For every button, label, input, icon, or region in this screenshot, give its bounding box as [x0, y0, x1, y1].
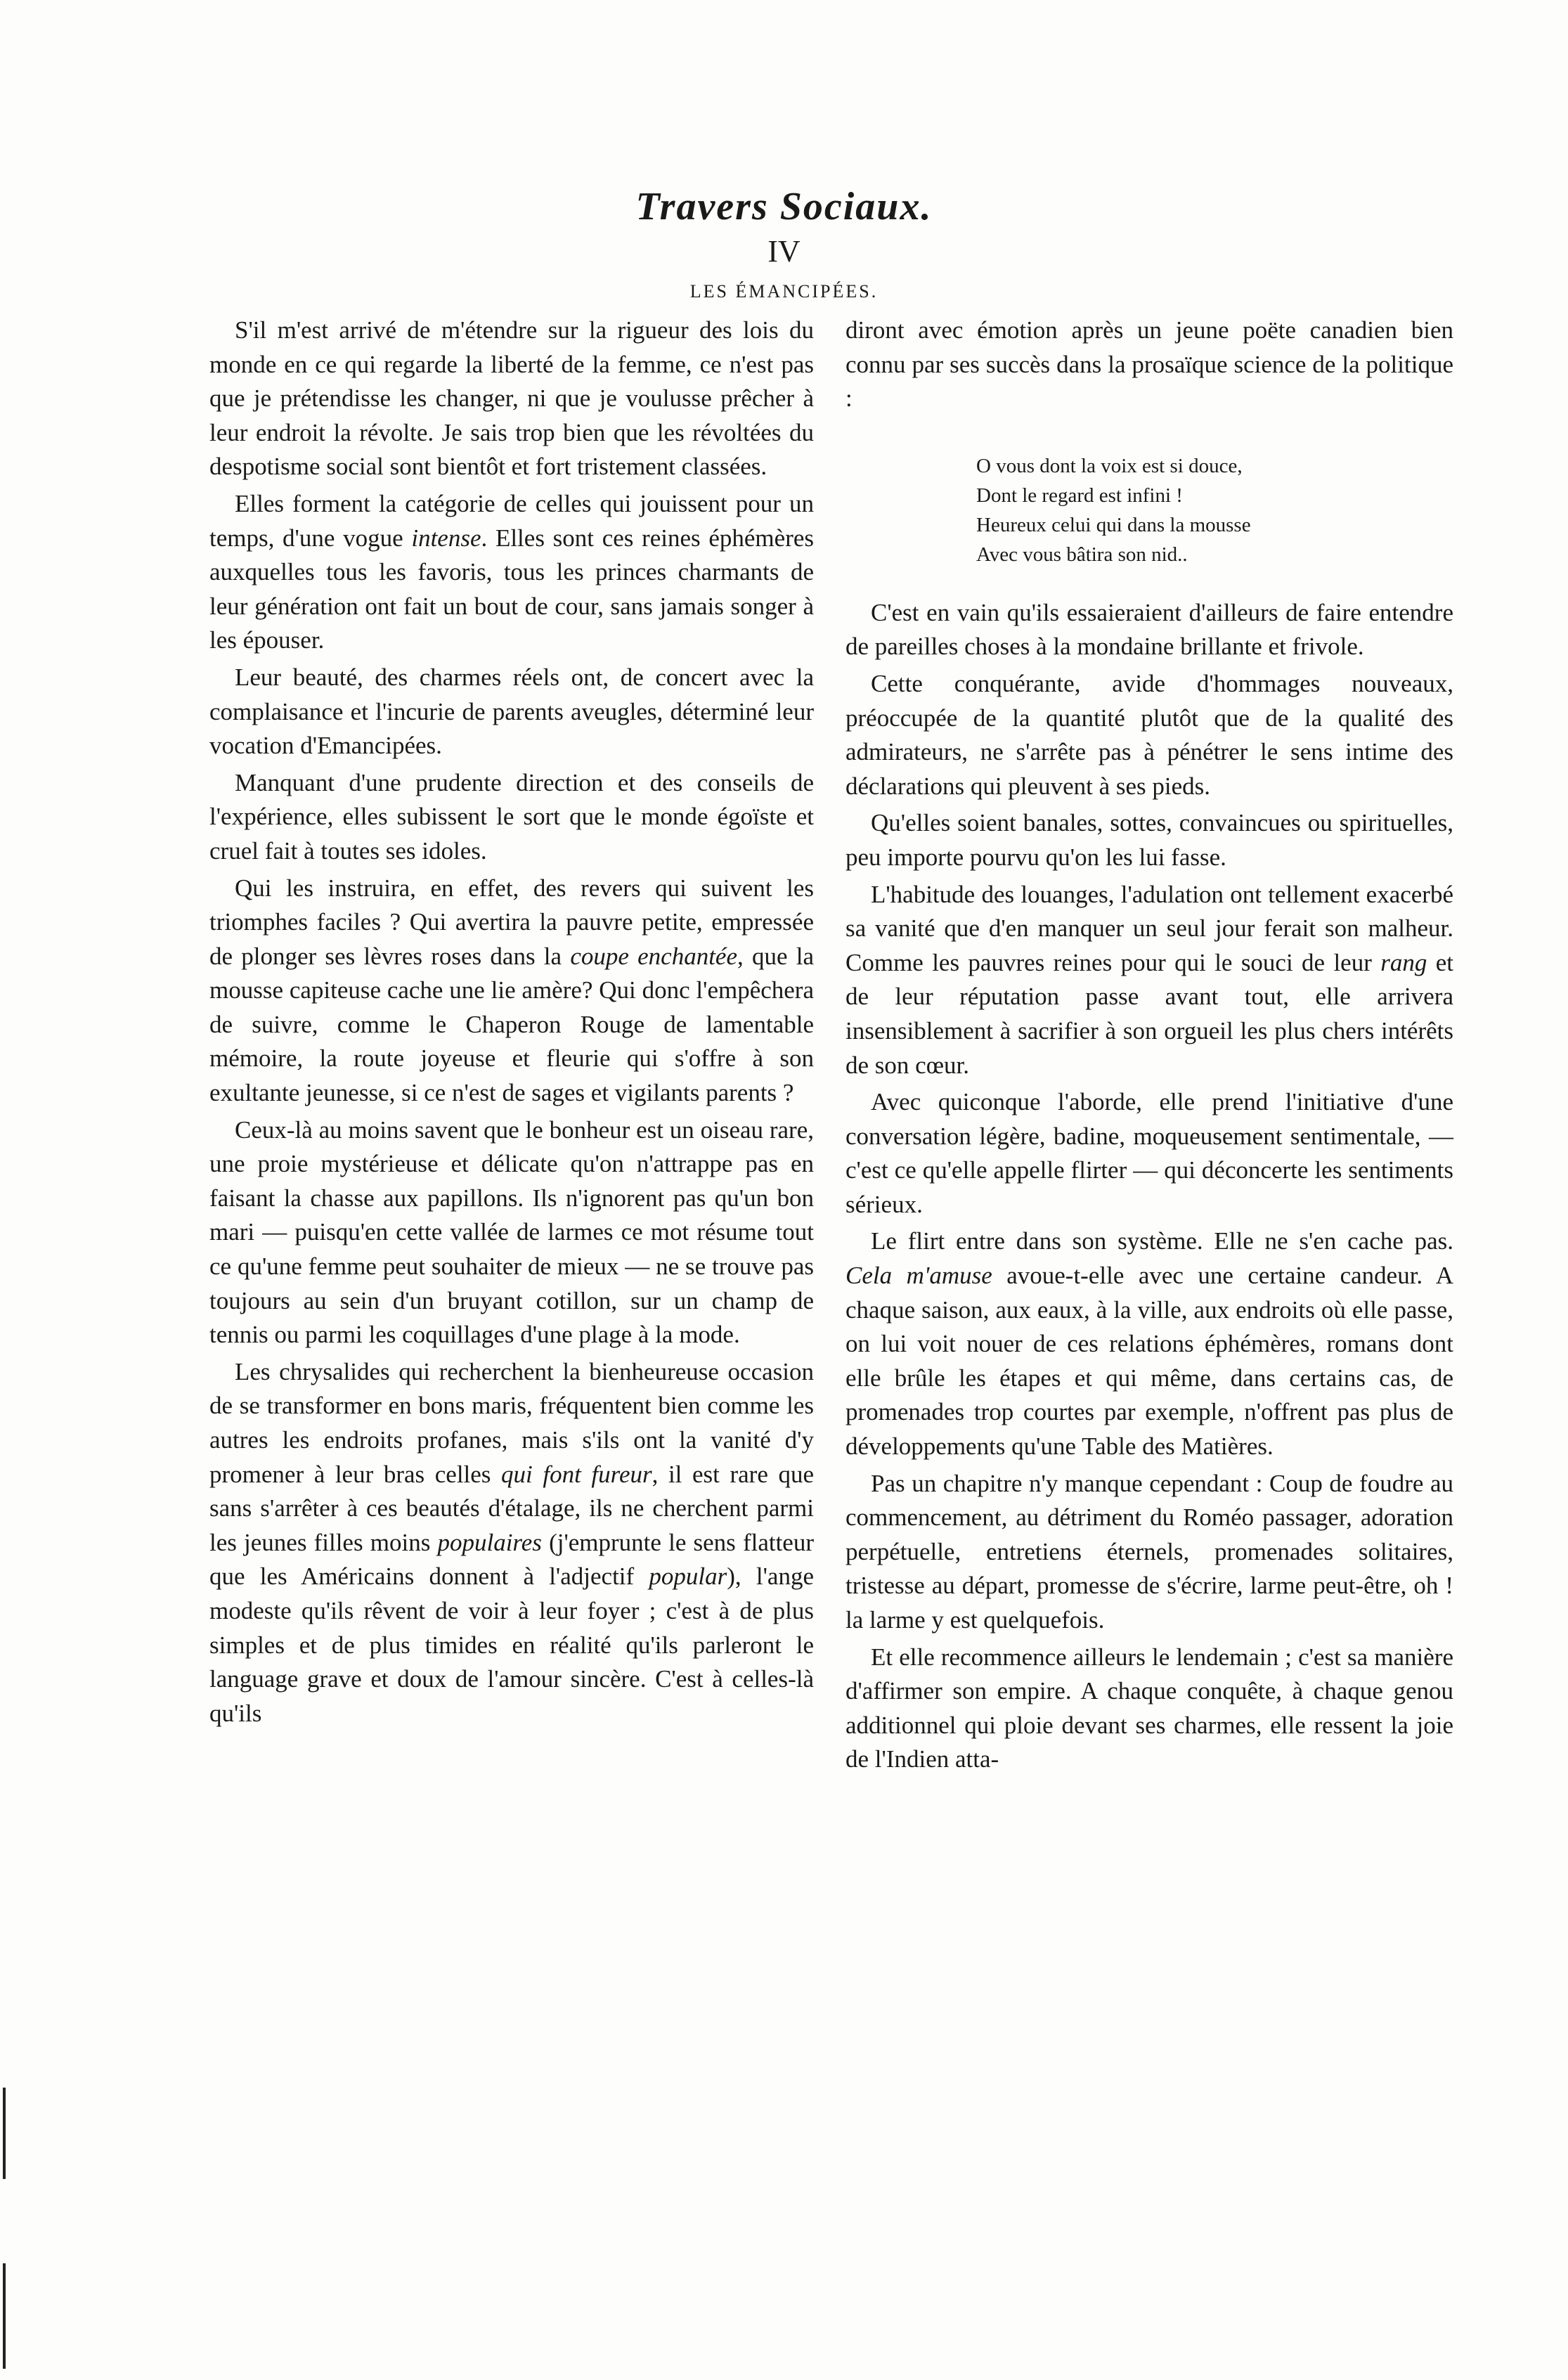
paragraph — [845, 1085, 1453, 1222]
text-run: Leur beauté, des charmes réels ont, de concert avec la complaisance et l'incurie de parents aveugles, déterminé leur vocation d'Emancipées. — [209, 663, 814, 760]
text-run: (j'emprunte le sens flatteur que les Américains donnent à l'adjectif — [209, 1528, 814, 1591]
text-run: Elles forment la catégorie de celles qui jouissent pour un temps, d'une vogue — [209, 489, 814, 552]
italic-text: intense — [411, 524, 481, 552]
margin-scan-mark — [3, 2088, 6, 2179]
paragraph — [209, 1355, 814, 1731]
text-run: ), l'ange modeste qu'ils rêvent de voir à leur foyer ; c'est à de plus simples et de plus timides en réalité qu'ils parleront le language grave et doux de l'amour sincère. C'est à celles-là qu'ils — [209, 1563, 814, 1727]
paragraph — [209, 766, 814, 869]
text-run: S'il m'est arrivé de m'étendre sur la rigueur des lois du monde en ce qui regarde la liberté de la femme, ce n'est pas que je prétendisse les changer, ni que je voulusse prêcher à leur endroit la révolte. Je sais trop bien que les révoltées du despotisme social sont bientôt et fort tristement classées. — [209, 316, 814, 481]
margin-scan-mark — [3, 2263, 6, 2369]
poem-line: O vous dont la voix est si douce, — [976, 454, 1243, 477]
italic-text: qui font fureur — [501, 1460, 652, 1488]
text-run: Manquant d'une prudente direction et des conseils de l'expérience, elles subissent le sort que le monde égoïste et cruel fait à toutes ses idoles. — [209, 768, 814, 865]
paragraph — [845, 806, 1453, 874]
italic-text: coupe enchantée — [570, 942, 737, 970]
paragraph — [845, 313, 1453, 416]
text-run: Avec quiconque l'aborde, elle prend l'initiative d'une conversation légère, badine, moqueusement sentimentale, — c'est ce qu'elle appelle flirter — qui déconcerte les sentiments sérieux. — [845, 1088, 1453, 1218]
text-run: Qu'elles soient banales, sottes, convaincues ou spirituelles, peu importe pourvu qu'on les lui fasse. — [845, 809, 1453, 871]
italic-text: populaires — [437, 1528, 542, 1556]
text-run: Ceux-là au moins savent que le bonheur est un oiseau rare, une proie mystérieuse et délicate qu'on n'attrappe pas en faisant la chasse aux papillons. Ils n'ignorent pas qu'un bon mari — puisqu'en cette vallée de larmes ce mot résume tout ce qu'une femme peut souhaiter de mieux — ne se trouve pas toujours au sein d'un bruyant cotillon, sur un champ de tennis ou parmi les coquillages d'une plage à la mode. — [209, 1115, 814, 1349]
text-run: C'est en vain qu'ils essaieraient d'ailleurs de faire entendre de pareilles choses à la mondaine brillante et frivole. — [845, 598, 1453, 661]
text-run: L'habitude des louanges, l'adulation ont tellement exacerbé sa vanité que d'en manquer un seul jour ferait son malheur. Comme les pauvres reines pour qui le souci de leur — [845, 880, 1453, 976]
paragraph — [845, 1641, 1453, 1777]
text-run: Qui les instruira, en effet, des revers qui suivent les triomphes faciles ? Qui avertira la pauvre petite, empressée de plonger ses lèvres roses dans la — [209, 874, 814, 970]
paragraph — [845, 667, 1453, 803]
paragraph — [845, 878, 1453, 1083]
paragraph — [845, 1224, 1453, 1463]
text-run: et de leur réputation passe avant tout, elle arrivera insensiblement à sacrifier à son orgueil les plus chers intérêts de son cœur. — [845, 948, 1453, 1079]
text-run: Les chrysalides qui recherchent la bienheureuse occasion de se transformer en bons maris, fréquentent bien comme les autres les endroits profanes, mais s'ils ont la vanité d'y promener à leur bras celles — [209, 1357, 814, 1488]
poem-line: Avec vous bâtira son nid.. — [976, 543, 1188, 566]
poem-quote — [976, 451, 1453, 569]
text-run: , que la mousse capiteuse cache une lie amère? Qui donc l'empêchera de suivre, comme le Chaperon Rouge de lamentable mémoire, la route joyeuse et fleurie qui s'offre à son exultante jeunesse, si ce n'est de sages et vigilants parents ? — [209, 942, 815, 1107]
paragraph — [209, 661, 814, 763]
left-column — [209, 313, 814, 1731]
italic-text: Cela m'amuse — [845, 1262, 992, 1290]
text-run: diront avec émotion après un jeune poëte canadien bien connu par ses succès dans la prosaïque science de la politique : — [845, 316, 1453, 413]
text-run: Le flirt entre dans son système. Elle ne s'en cache pas. — [871, 1227, 1453, 1255]
italic-text: rang — [1380, 948, 1427, 976]
text-run: avoue-t-elle avec une certaine candeur. A chaque saison, aux eaux, à la ville, aux endroits où elle passe, on lui voit nouer de ces relations éphémères, romans dont elle brûle les étapes et qui même, dans certains cas, de promenades trop courtes par exemple, n'offrent pas plus de développements qu'une Table des Matières. — [845, 1262, 1453, 1461]
poem-line: Heureux celui qui dans la mousse — [976, 513, 1251, 536]
paragraph — [209, 1113, 814, 1352]
paragraph — [845, 1467, 1453, 1638]
article-title: Travers Sociaux. — [635, 185, 933, 228]
paragraph — [209, 872, 814, 1111]
section-numeral: IV — [767, 234, 801, 269]
paragraph — [209, 313, 814, 484]
section-subtitle: LES ÉMANCIPÉES. — [689, 281, 879, 302]
paragraph — [209, 487, 814, 658]
text-run: Pas un chapitre n'y manque cependant : Coup de foudre au commencement, au détriment du Roméo passager, adoration perpétuelle, entretiens éternels, promenades solitaires, tristesse au départ, promesse de s'écrire, larme peut-être, oh ! la larme y est quelquefois. — [845, 1469, 1453, 1634]
text-run: . Elles sont ces reines éphémères auxquelles tous les favoris, tous les princes charmants de leur génération ont fait un bout de cour, sans jamais songer à les épouser. — [209, 524, 815, 654]
text-run: Cette conquérante, avide d'hommages nouveaux, préoccupée de la quantité plutôt que de la qualité des admirateurs, ne s'arrête pas à pénétrer le sens intime des déclarations qui pleuvent à ses pieds. — [845, 669, 1453, 800]
italic-text: popular — [649, 1563, 727, 1591]
poem-line: Dont le regard est infini ! — [976, 484, 1183, 507]
right-column — [845, 313, 1453, 1777]
text-run: Et elle recommence ailleurs le lendemain ; c'est sa manière d'affirmer son empire. A chaque conquête, à chaque genou additionnel qui ploie devant ses charmes, elle ressent la joie de l'Indien atta- — [845, 1643, 1453, 1773]
paragraph — [845, 596, 1453, 664]
text-run: , il est rare que sans s'arrêter à ces beautés d'étalage, ils ne cherchent parmi les jeunes filles moins — [209, 1460, 814, 1556]
